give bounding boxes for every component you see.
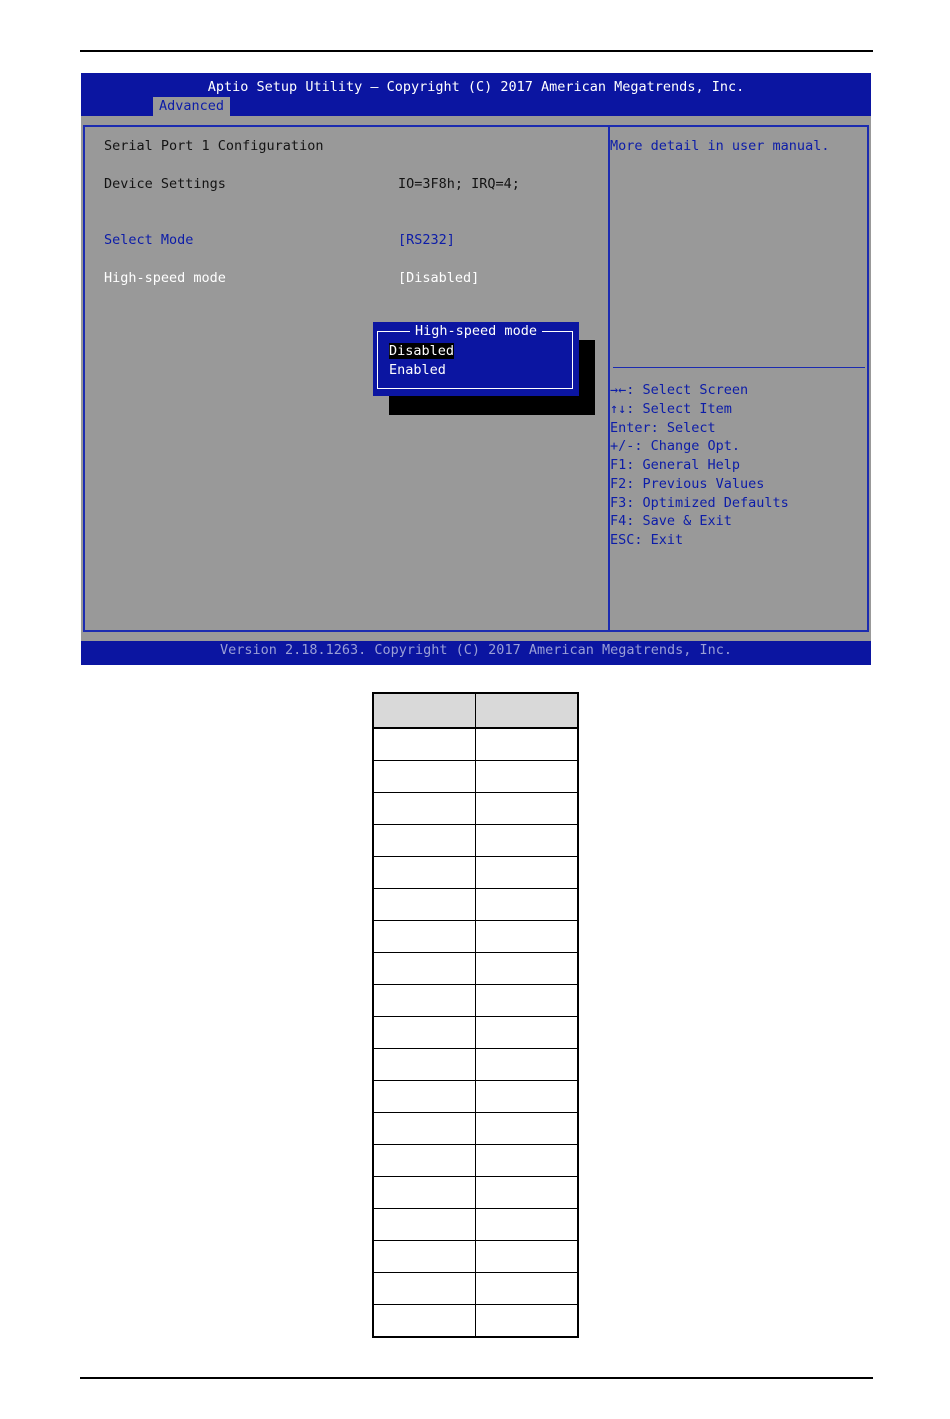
key-hint-select-item: ↑↓: Select Item xyxy=(610,401,732,417)
table-cell xyxy=(476,921,579,953)
table-cell xyxy=(476,1113,579,1145)
key-hint-select-screen: →←: Select Screen xyxy=(610,382,749,398)
table-cell xyxy=(373,728,476,761)
table-cell xyxy=(373,1177,476,1209)
table-cell xyxy=(476,1273,579,1305)
table-row xyxy=(373,1241,578,1273)
table-cell xyxy=(373,1209,476,1241)
table-row xyxy=(373,889,578,921)
table-cell xyxy=(476,761,579,793)
panel-divider xyxy=(608,127,610,630)
table-header-cell xyxy=(476,693,579,728)
table-row xyxy=(373,793,578,825)
table-cell xyxy=(373,1081,476,1113)
section-title: Serial Port 1 Configuration xyxy=(104,138,324,154)
key-hint-change-opt: +/-: Change Opt. xyxy=(610,438,741,454)
high-speed-mode-label[interactable]: High-speed mode xyxy=(104,270,226,286)
table-row xyxy=(373,761,578,793)
table-header-cell xyxy=(373,693,476,728)
table-row xyxy=(373,1145,578,1177)
table-cell xyxy=(373,761,476,793)
select-mode-label[interactable]: Select Mode xyxy=(104,232,194,248)
table-row xyxy=(373,1049,578,1081)
table-row xyxy=(373,1209,578,1241)
table-cell xyxy=(373,1305,476,1338)
key-hint-f1: F1: General Help xyxy=(610,457,741,473)
high-speed-mode-value[interactable]: [Disabled] xyxy=(398,270,480,286)
table-cell xyxy=(476,1145,579,1177)
table-header-row xyxy=(373,693,578,728)
table-cell xyxy=(476,1177,579,1209)
key-hint-enter: Enter: Select xyxy=(610,420,716,436)
table-cell xyxy=(476,1081,579,1113)
table-cell xyxy=(373,793,476,825)
bios-setup-screen xyxy=(81,73,871,665)
key-hint-f3: F3: Optimized Defaults xyxy=(610,495,789,511)
table-cell xyxy=(476,1209,579,1241)
table-cell xyxy=(373,1113,476,1145)
table-cell xyxy=(373,921,476,953)
table-cell xyxy=(373,985,476,1017)
key-hint-f4: F4: Save & Exit xyxy=(610,513,732,529)
table-cell xyxy=(476,953,579,985)
table-cell xyxy=(476,1017,579,1049)
popup-title-text: High-speed mode xyxy=(410,323,542,339)
table-cell xyxy=(476,1049,579,1081)
table-cell xyxy=(373,1273,476,1305)
table-cell xyxy=(476,793,579,825)
table-cell xyxy=(476,1305,579,1338)
table-cell xyxy=(476,825,579,857)
table-row xyxy=(373,1305,578,1338)
table-row xyxy=(373,1017,578,1049)
main-panel xyxy=(81,116,871,641)
table-cell xyxy=(476,728,579,761)
table-cell xyxy=(476,985,579,1017)
high-speed-mode-popup xyxy=(373,322,579,396)
table-row xyxy=(373,953,578,985)
select-mode-value[interactable]: [RS232] xyxy=(398,232,455,248)
key-hint-esc: ESC: Exit xyxy=(610,532,684,548)
table-cell xyxy=(476,857,579,889)
table-row xyxy=(373,1081,578,1113)
table-cell xyxy=(373,1145,476,1177)
help-separator xyxy=(613,367,865,368)
version-footer: Version 2.18.1263. Copyright (C) 2017 American Megatrends, Inc. xyxy=(219,642,733,658)
table-row xyxy=(373,825,578,857)
table-cell xyxy=(476,889,579,921)
help-description: More detail in user manual. xyxy=(610,138,830,154)
table-row xyxy=(373,985,578,1017)
table-cell xyxy=(373,889,476,921)
top-rule xyxy=(80,50,873,52)
table-cell xyxy=(373,1017,476,1049)
table-row xyxy=(373,1177,578,1209)
table-cell xyxy=(373,1049,476,1081)
popup-option-enabled[interactable]: Enabled xyxy=(389,362,446,378)
table-row xyxy=(373,921,578,953)
table-cell xyxy=(373,1241,476,1273)
table-cell xyxy=(476,1241,579,1273)
table-row xyxy=(373,1273,578,1305)
table-row xyxy=(373,1113,578,1145)
device-settings-label: Device Settings xyxy=(104,176,226,192)
tab-advanced[interactable]: Advanced xyxy=(153,97,230,116)
table-cell xyxy=(373,825,476,857)
popup-title xyxy=(373,323,579,339)
utility-title: Aptio Setup Utility – Copyright (C) 2017 American Megatrends, Inc. xyxy=(207,79,745,95)
table-cell xyxy=(373,857,476,889)
bottom-rule xyxy=(80,1377,873,1379)
popup-option-disabled[interactable]: Disabled xyxy=(389,343,455,359)
table-row xyxy=(373,728,578,761)
popup-border xyxy=(377,331,573,389)
table-cell xyxy=(373,953,476,985)
empty-table xyxy=(372,692,579,1338)
device-settings-value: IO=3F8h; IRQ=4; xyxy=(398,176,520,192)
key-hint-f2: F2: Previous Values xyxy=(610,476,765,492)
table-row xyxy=(373,857,578,889)
